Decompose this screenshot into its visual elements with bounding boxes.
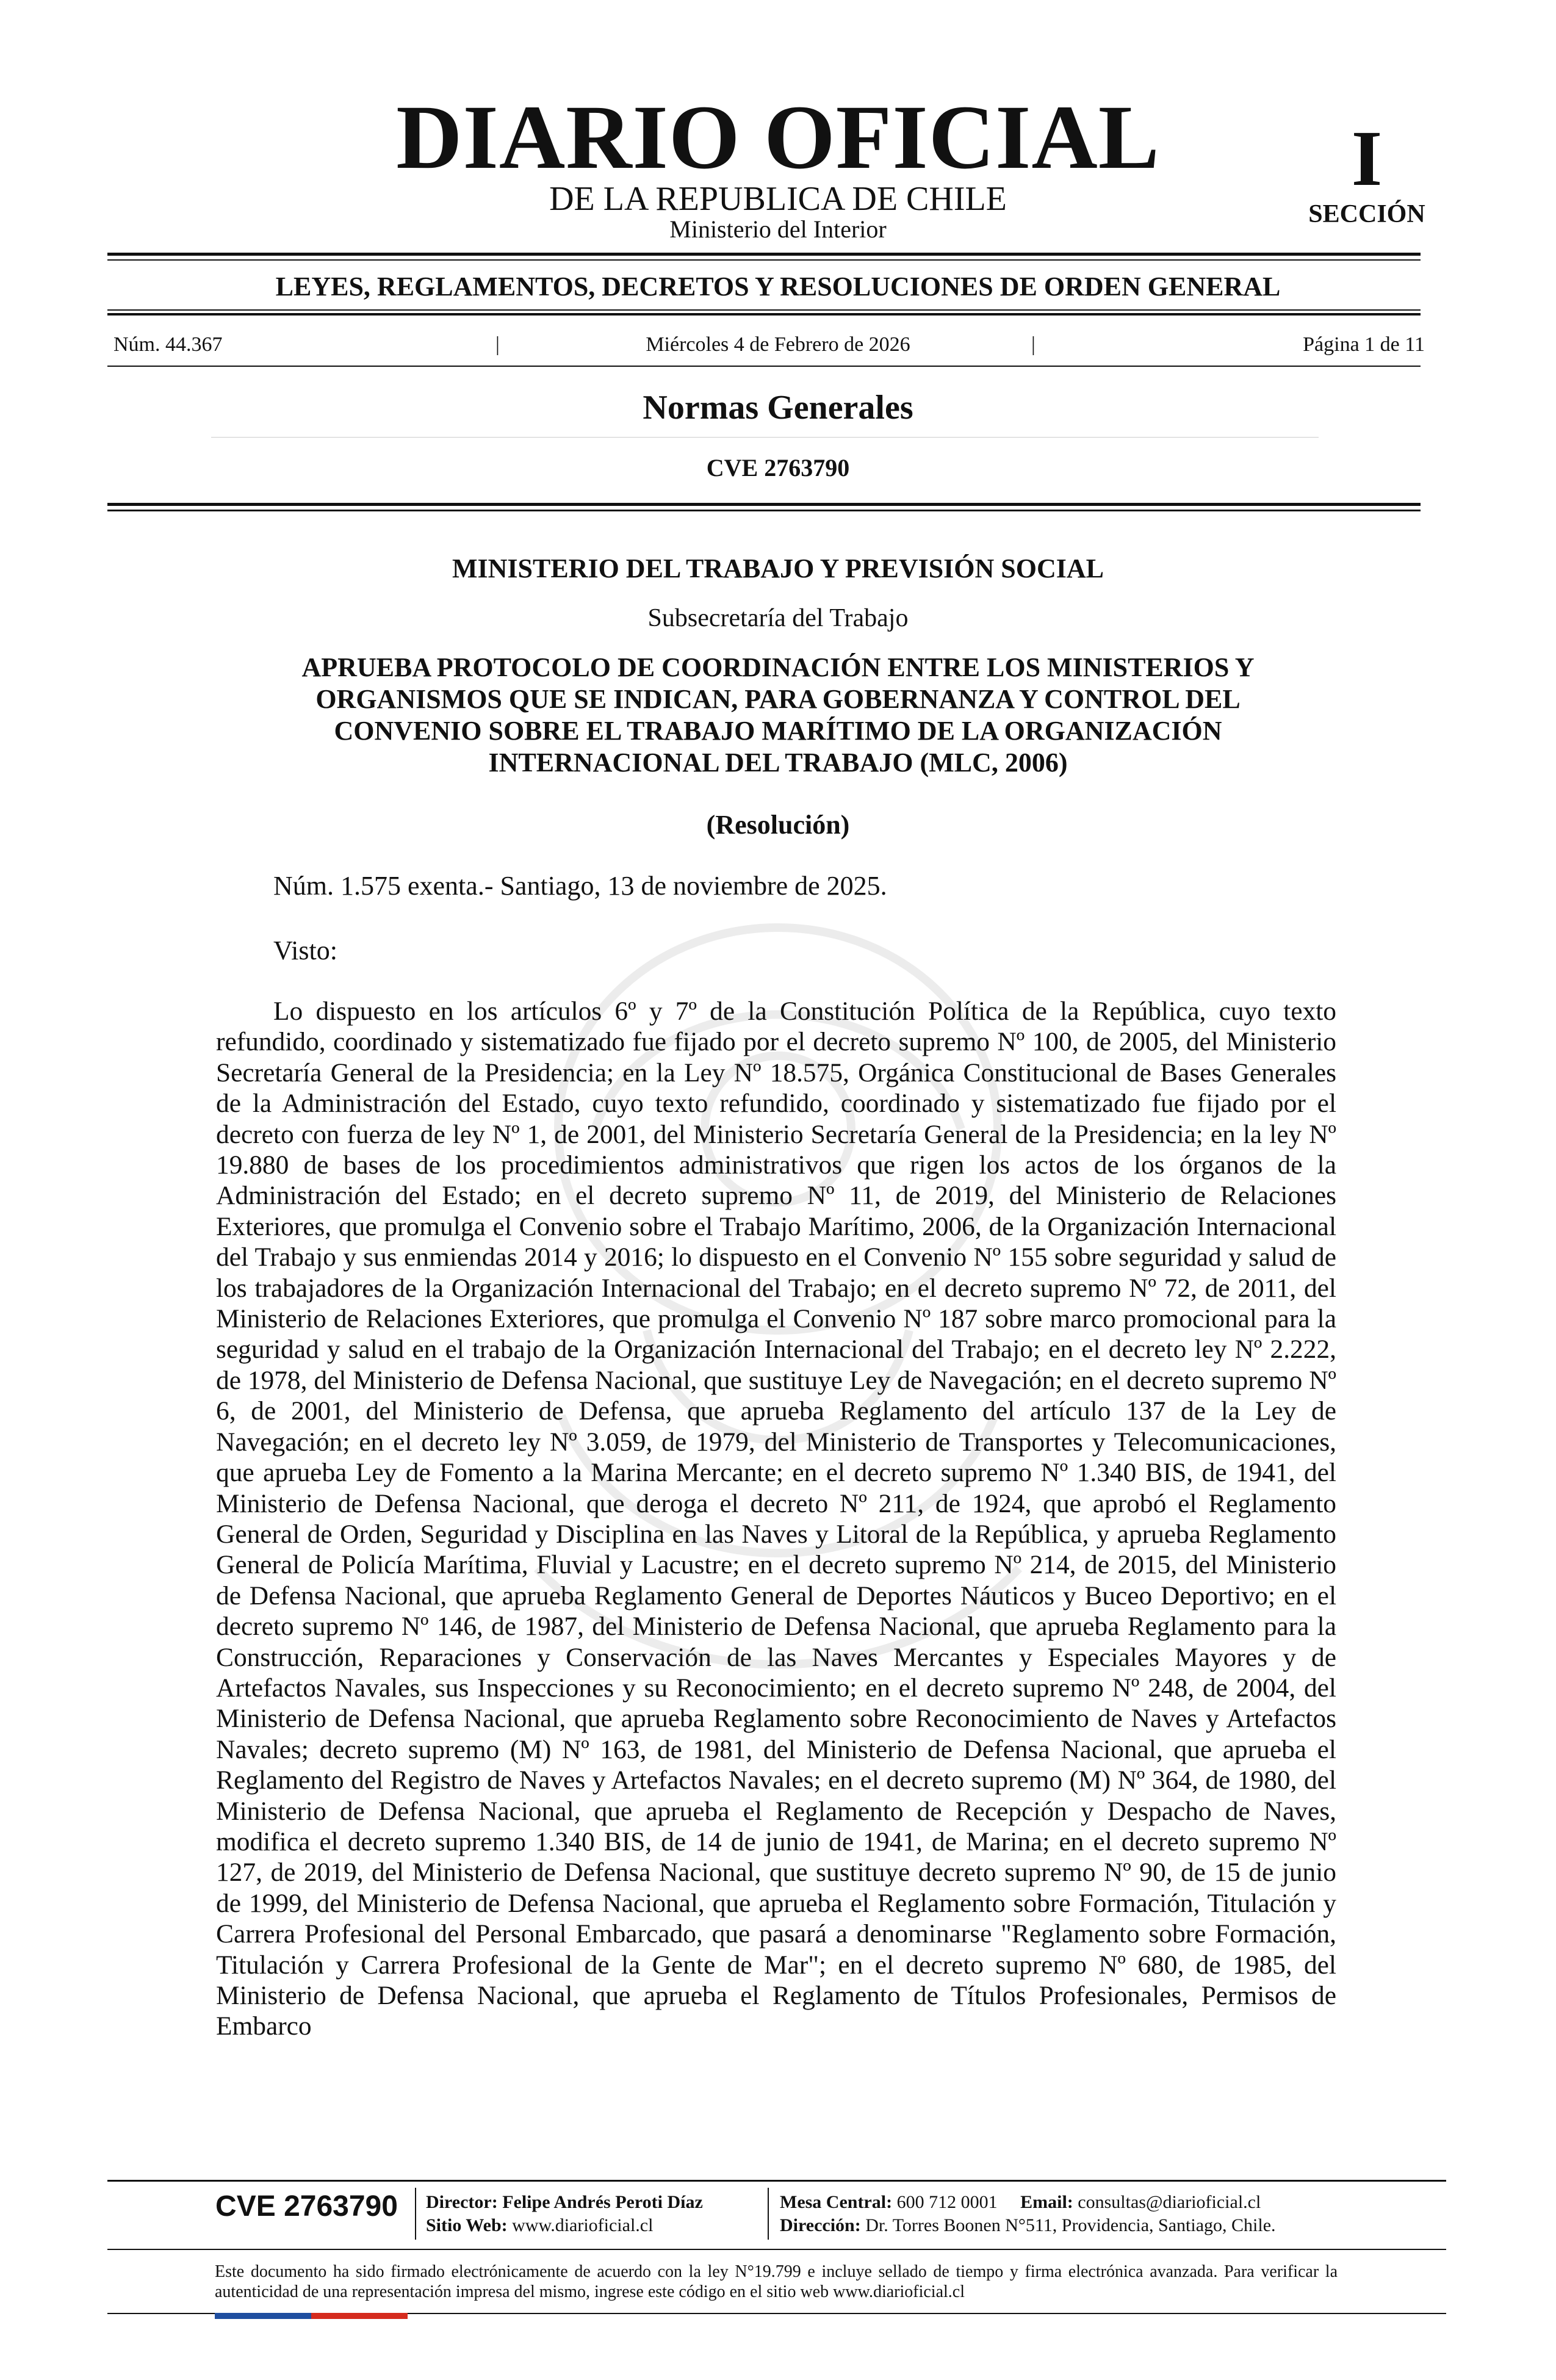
central-label: Mesa Central: bbox=[780, 2192, 893, 2212]
footer-rule-mid bbox=[107, 2249, 1446, 2250]
subsecretaria: Subsecretaría del Trabajo bbox=[647, 604, 909, 632]
footer-rule-top bbox=[107, 2180, 1446, 2182]
info-separator: | bbox=[495, 333, 500, 356]
footer-vertical-divider bbox=[415, 2188, 416, 2240]
central-phone: 600 712 0001 bbox=[896, 2192, 998, 2212]
flag-stripe-red bbox=[311, 2313, 408, 2319]
document-number: Núm. 1.575 exenta.- Santiago, 13 de noviembre de 2025. bbox=[273, 871, 887, 901]
header-rule-top-thin bbox=[107, 259, 1421, 261]
cve-code: CVE 2763790 bbox=[706, 454, 850, 481]
section-heading: LEYES, REGLAMENTOS, DECRETOS Y RESOLUCIONES DE ORDEN GENERAL bbox=[275, 272, 1281, 301]
norms-heading: Normas Generales bbox=[643, 389, 913, 427]
section-rule-thick bbox=[107, 503, 1421, 506]
issue-date: Miércoles 4 de Febrero de 2026 bbox=[646, 333, 910, 356]
email-link[interactable]: consultas@diarioficial.cl bbox=[1078, 2192, 1261, 2212]
ministry-name: MINISTERIO DEL TRABAJO Y PREVISIÓN SOCIAL bbox=[452, 554, 1104, 583]
footer-verification-note: Este documento ha sido firmado electrónicamente de acuerdo con la ley N°19.799 e incluye sellado de tiempo y firma electrónica avanzada. Para verificar la autenticidad de una representación impresa del mismo, ingrese este código en el sitio web www.diarioficial.cl bbox=[215, 2262, 1338, 2301]
document-title: APRUEBA PROTOCOLO DE COORDINACIÓN ENTRE LOS MINISTERIOS Y ORGANISMOS QUE SE INDICAN, PARA GOBERNANZA Y CONTROL DEL CONVENIO SOBRE EL TRABAJO MARÍTIMO DE LA ORGANIZACIÓN INTERNACIONAL DEL TRABAJO (MLC, 2006) bbox=[301, 652, 1255, 777]
header-rule-top bbox=[107, 253, 1421, 256]
section-numeral: I bbox=[1351, 115, 1383, 203]
footer-address bbox=[780, 2216, 1276, 2235]
visto-label: Visto: bbox=[273, 936, 337, 965]
address-text: Dr. Torres Boonen N°511, Providencia, Santiago, Chile. bbox=[865, 2215, 1276, 2235]
info-separator: | bbox=[1031, 333, 1036, 356]
section-label: SECCIÓN bbox=[1308, 200, 1425, 228]
masthead-ministry: Ministerio del Interior bbox=[669, 215, 887, 243]
page-indicator: Página 1 de 11 bbox=[1303, 333, 1425, 356]
footer-director bbox=[426, 2193, 703, 2212]
website-label: Sitio Web: bbox=[426, 2215, 508, 2235]
flag-stripe-blue bbox=[215, 2313, 311, 2319]
footer-vertical-divider bbox=[768, 2188, 769, 2240]
body-paragraph: Lo dispuesto en los artículos 6º y 7º de la Constitución Política de la República, cuyo texto refundido, coordinado y sistematizado fue fijado por el decreto supremo Nº 100, de 2005, del Ministerio Secretaría General de la Presidencia; en la Ley Nº 18.575, Orgánica Constitucional de Bases Generales de la Administración del Estado, cuyo texto refundido, coordinado y sistematizado fue fijado por el decreto con fuerza de ley Nº 1, de 2001, del Ministerio Secretaría General de la Presidencia; en la ley Nº 19.880 de bases de los procedimientos administrativos que rigen los actos de los órganos de la Administración del Estado; en el decreto supremo Nº 11, de 2019, del Ministerio de Relaciones Exteriores, que promulga el Convenio sobre el Trabajo Marítimo, 2006, de la Organización Internacional del Trabajo y sus enmiendas 2014 y 2016; lo dispuesto en el Convenio Nº 155 sobre seguridad y salud de los trabajadores de la Organización Internacional del Trabajo; en el decreto supremo Nº 72, de 2011, del Ministerio de Relaciones Exteriores, que promulga el Convenio Nº 187 sobre marco promocional para la seguridad y salud en el trabajo de la Organización Internacional del Trabajo; en el decreto ley Nº 2.222, de 1978, del Ministerio de Defensa Nacional, que sustituye Ley de Navegación; en el decreto supremo Nº 6, de 2001, del Ministerio de Defensa, que aprueba Reglamento del artículo 137 de la Ley de Navegación; en el decreto ley Nº 3.059, de 1979, del Ministerio de Transportes y Telecomunicaciones, que aprueba Ley de Fomento a la Marina Mercante; en el decreto supremo Nº 1.340 BIS, de 1941, del Ministerio de Defensa Nacional, que deroga el decreto Nº 211, de 1924, que aprobó el Reglamento General de Orden, Seguridad y Disciplina en las Naves y Litoral de la República, y aprueba Reglamento General de Policía Marítima, Fluvial y Lacustre; en el decreto supremo Nº 214, de 2015, del Ministerio de Defensa Nacional, que aprueba Reglamento General de Deportes Náuticos y Buceo Deportivo; en el decreto supremo Nº 146, de 1987, del Ministerio de Defensa Nacional, que aprueba Reglamento para la Construcción, Reparaciones y Conservación de las Naves Mercantes y Especiales Mayores y de Artefactos Navales, sus Inspecciones y su Reconocimiento; en el decreto supremo Nº 248, de 2004, del Ministerio de Defensa Nacional, que aprueba Reglamento sobre Reconocimiento de Naves y Artefactos Navales; decreto supremo (M) Nº 163, de 1981, del Ministerio de Defensa Nacional, que aprueba el Reglamento del Registro de Naves y Artefactos Navales; en el decreto supremo (M) Nº 364, de 1980, del Ministerio de Defensa Nacional, que aprueba el Reglamento de Recepción y Despacho de Naves, modifica el decreto supremo 1.340 BIS, de 14 de junio de 1941, de Marina; en el decreto supremo Nº 127, de 2019, del Ministerio de Defensa Nacional, que sustituye decreto supremo Nº 90, de 15 de junio de 1999, del Ministerio de Defensa Nacional, que aprueba el Reglamento sobre Formación, Titulación y Carrera Profesional del Personal Embarcado, que pasará a denominarse "Reglamento sobre Formación, Titulación y Carrera Profesional de la Gente de Mar"; en el decreto supremo Nº 680, de 1985, del Ministerio de Defensa Nacional, que aprueba el Reglamento de Títulos Profesionales, Permisos de Embarco bbox=[216, 997, 1336, 2041]
infobar-rule bbox=[107, 366, 1421, 367]
address-label: Dirección: bbox=[780, 2215, 861, 2235]
email-label: Email: bbox=[1020, 2192, 1073, 2212]
footer-central bbox=[780, 2193, 1261, 2212]
document-type: (Resolución) bbox=[706, 810, 850, 840]
section-rule-thin bbox=[107, 510, 1421, 511]
masthead-title: DIARIO OFICIAL bbox=[396, 87, 1160, 188]
header-rule-mid bbox=[107, 309, 1421, 311]
footer-cve-code: CVE 2763790 bbox=[215, 2190, 398, 2223]
director-name: Felipe Andrés Peroti Díaz bbox=[502, 2192, 703, 2212]
director-label: Director: bbox=[426, 2192, 498, 2212]
header-rule-mid-thick bbox=[107, 313, 1421, 316]
masthead-subtitle: DE LA REPUBLICA DE CHILE bbox=[549, 180, 1007, 218]
footer-website bbox=[426, 2216, 653, 2235]
website-link[interactable]: www.diarioficial.cl bbox=[512, 2215, 654, 2235]
norms-divider bbox=[211, 437, 1319, 438]
issue-number: Núm. 44.367 bbox=[113, 333, 223, 356]
